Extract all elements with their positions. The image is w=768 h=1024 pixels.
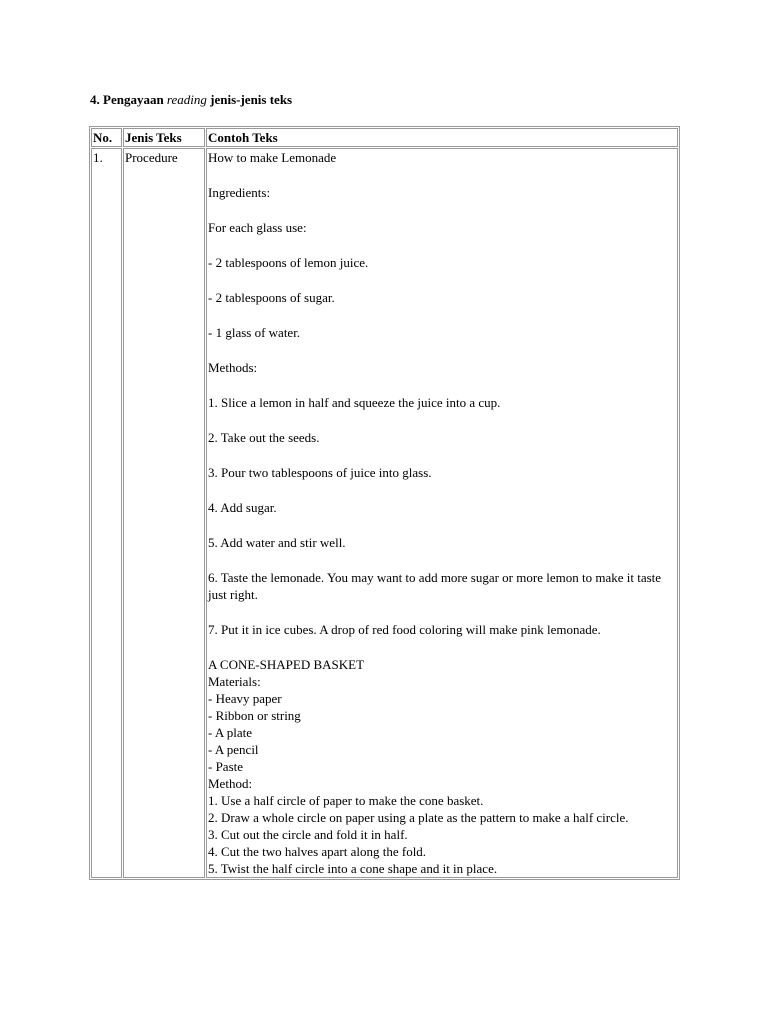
ingredient-item: - 2 tablespoons of lemon juice.: [208, 255, 369, 270]
method-label: Method:: [208, 776, 253, 791]
for-each-label: For each glass use:: [208, 220, 307, 235]
lemonade-step: 6. Taste the lemonade. You may want to add more sugar or more lemon to make it taste just right.: [208, 570, 662, 602]
heading-italic-word: reading: [166, 92, 207, 107]
material-item: - Ribbon or string: [208, 708, 301, 723]
material-item: - A pencil: [208, 742, 259, 757]
cell-jenis: Procedure: [123, 148, 205, 878]
lemonade-step: 7. Put it in ice cubes. A drop of red food coloring will make pink lemonade.: [208, 622, 601, 637]
material-item: - Paste: [208, 759, 244, 774]
basket-step: 2. Draw a whole circle on paper using a plate as the pattern to make a half circle.: [208, 810, 629, 825]
header-contoh-teks: Contoh Teks: [206, 128, 678, 147]
basket-title: A CONE-SHAPED BASKET: [208, 657, 365, 672]
basket-step: 4. Cut the two halves apart along the fold.: [208, 844, 427, 859]
methods-label: Methods:: [208, 360, 258, 375]
materials-label: Materials:: [208, 674, 261, 689]
table-row: [91, 148, 678, 878]
section-heading: [90, 91, 292, 108]
ingredients-label: Ingredients:: [208, 185, 271, 200]
ingredient-item: - 1 glass of water.: [208, 325, 301, 340]
lemonade-section: [208, 149, 676, 638]
heading-number: 4. Pengayaan: [90, 92, 164, 107]
basket-section: [208, 656, 676, 877]
material-item: - A plate: [208, 725, 253, 740]
material-item: - Heavy paper: [208, 691, 282, 706]
table-header-row: [91, 128, 678, 147]
text-types-table: [89, 126, 680, 880]
cell-contoh: [206, 148, 678, 878]
cell-no: 1.: [91, 148, 122, 878]
header-jenis-teks: Jenis Teks: [123, 128, 205, 147]
lemonade-step: 2. Take out the seeds.: [208, 430, 320, 445]
ingredient-item: - 2 tablespoons of sugar.: [208, 290, 335, 305]
heading-rest: jenis-jenis teks: [210, 92, 293, 107]
basket-step: 3. Cut out the circle and fold it in half.: [208, 827, 408, 842]
lemonade-title: How to make Lemonade: [208, 150, 337, 165]
basket-step: 1. Use a half circle of paper to make the cone basket.: [208, 793, 484, 808]
lemonade-step: 1. Slice a lemon in half and squeeze the juice into a cup.: [208, 395, 501, 410]
lemonade-step: 5. Add water and stir well.: [208, 535, 346, 550]
lemonade-step: 4. Add sugar.: [208, 500, 277, 515]
lemonade-step: 3. Pour two tablespoons of juice into glass.: [208, 465, 432, 480]
header-no: No.: [91, 128, 122, 147]
basket-step: 5. Twist the half circle into a cone shape and it in place.: [208, 861, 498, 876]
